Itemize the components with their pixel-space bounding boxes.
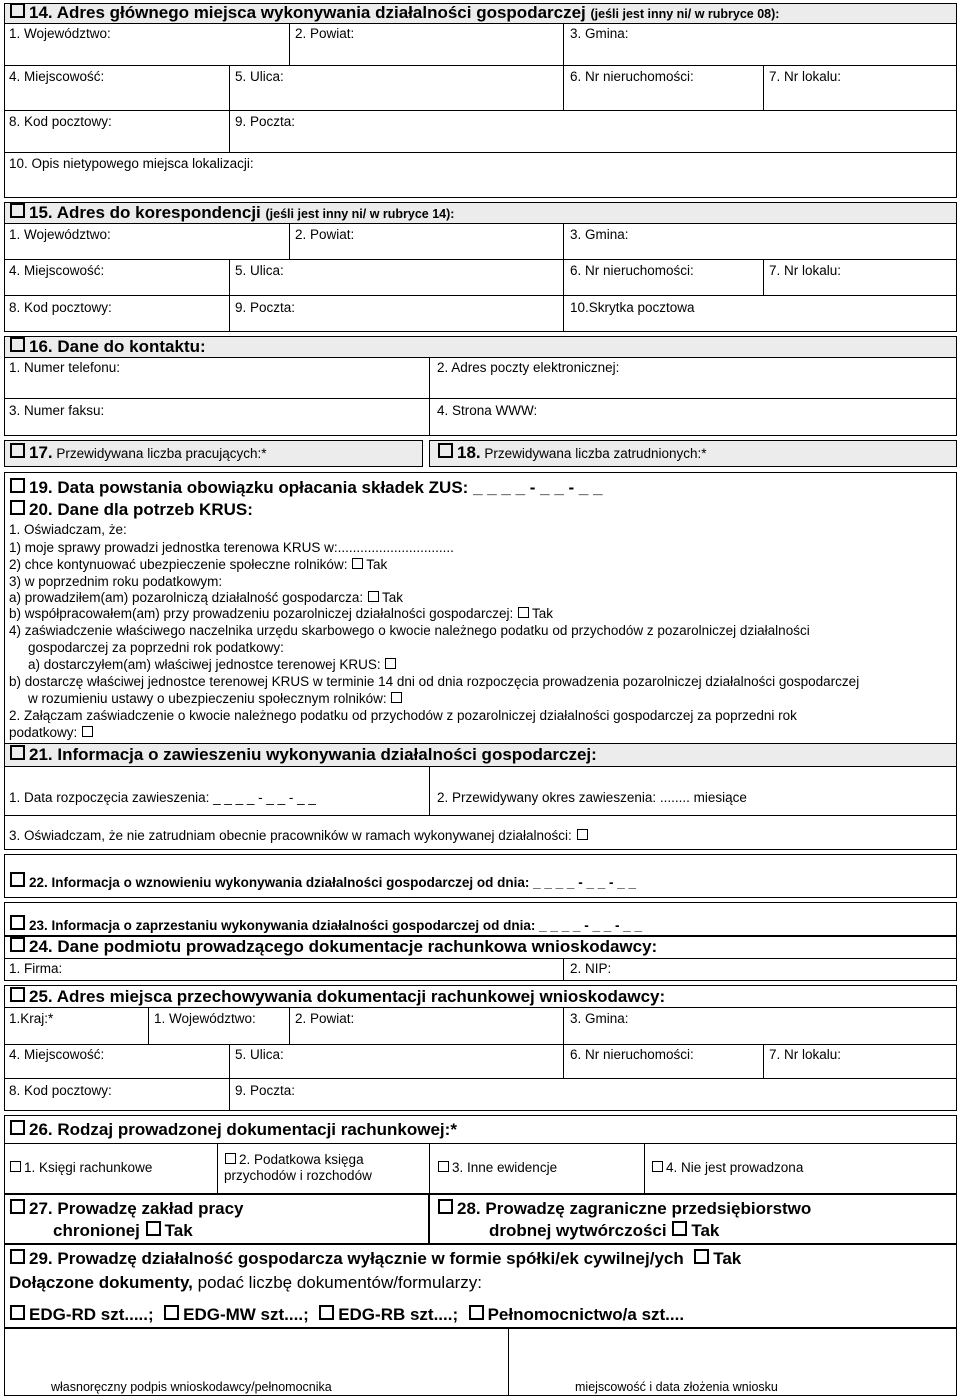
s20-kontynuacja-checkbox[interactable] (352, 558, 363, 569)
s20-line12: 2. Załączam zaświadczenie o kwocie należnego podatku od przychodów z pozarolniczej działalności gospodarczej za poprzedni rok (9, 708, 797, 723)
s25-powiat[interactable]: 2. Powiat: (295, 1011, 355, 1026)
s14-voiv[interactable]: 1. Województwo: (9, 26, 111, 41)
s14-ulica[interactable]: 5. Ulica: (235, 69, 284, 84)
s26-opt3[interactable]: 3. Inne ewidencje (437, 1160, 557, 1176)
doc-edg-mw-checkbox[interactable] (164, 1305, 179, 1320)
s14-powiat[interactable]: 2. Powiat: (295, 26, 355, 41)
docs-title: Dołączone dokumenty, podać liczbę dokumentów/formularzy: (9, 1273, 483, 1292)
s14-nrlok[interactable]: 7. Nr lokalu: (769, 69, 842, 84)
s27-tak-checkbox[interactable] (146, 1221, 161, 1236)
s19-date[interactable]: _ _ _ _ - _ _ - _ _ (473, 478, 603, 497)
s15-checkbox[interactable] (10, 203, 25, 218)
s26-opt3-checkbox[interactable] (438, 1161, 449, 1172)
s26-title: 26. Rodzaj prowadzonej dokumentacji rachunkowej:* (9, 1120, 457, 1140)
s20-line7: 4) zaświadczenie właściwego naczelnika urzędu skarbowego o kwocie należnego podatku od przychodów z pozarolniczej działalności (9, 623, 810, 638)
s14-poczta[interactable]: 9. Poczta: (235, 114, 296, 129)
s20-line10: b) dostarczę właściwej jednostce terenowej KRUS w terminie 14 dni od dnia rozpoczęcia prowadzenia pozarolniczej działalności gospodarczej (9, 674, 860, 689)
s15-gmina[interactable]: 3. Gmina: (570, 227, 629, 242)
s20-line1: 1. Oświadczam, że: (9, 522, 127, 537)
s20-wspolpraca-checkbox[interactable] (518, 607, 529, 618)
s20-line4: 3) w poprzednim roku podatkowym: (9, 574, 223, 589)
doc-edg-rb: EDG-RB szt....; (338, 1305, 459, 1324)
s29-tak-checkbox[interactable] (694, 1249, 709, 1264)
s25-poczta[interactable]: 9. Poczta: (235, 1083, 296, 1098)
s20-checkbox[interactable] (10, 500, 25, 515)
s28-checkbox[interactable] (438, 1199, 453, 1214)
s22-checkbox[interactable] (10, 872, 25, 887)
s20-dostarcze-checkbox[interactable] (391, 692, 402, 703)
s20-line11: w rozumieniu ustawy o ubezpieczeniu społecznym rolników: (28, 691, 405, 707)
s20-line13: podatkowy: (9, 725, 96, 741)
s23-checkbox[interactable] (10, 915, 25, 930)
s29-checkbox[interactable] (10, 1249, 25, 1264)
s15-voiv[interactable]: 1. Województwo: (9, 227, 111, 242)
s15-title: 15. Adres do korespondencji (jeśli jest inny ni/ w rubryce 14): (9, 203, 454, 223)
s14-gmina[interactable]: 3. Gmina: (570, 26, 629, 41)
s20-line6: b) współpracowałem(am) przy prowadzeniu pozarolniczej działalności gospodarczej: Tak (9, 606, 554, 621)
s22-title: 22. Informacja o wznowieniu wykonywania działalności gospodarczej od dnia: _ _ _ _ - _ _ - _ _ (9, 872, 636, 891)
s26-opt1[interactable]: 1. Księgi rachunkowe (9, 1160, 152, 1176)
s20-title: 20. Dane dla potrzeb KRUS: (9, 500, 253, 520)
doc-edg-rb-checkbox[interactable] (319, 1305, 334, 1320)
s23-date[interactable]: _ _ _ _ - _ _ - _ _ (539, 918, 642, 933)
s25-title: 25. Adres miejsca przechowywania dokumentacji rachunkowej wnioskodawcy: (9, 987, 665, 1007)
s21-start[interactable]: 1. Data rozpoczęcia zawieszenia: _ _ _ _ - _ _ - _ _ (9, 790, 316, 805)
s20-line3: 2) chce kontynuować ubezpieczenie społeczne rolników: Tak (9, 557, 388, 572)
s24-title: 24. Dane podmiotu prowadzącego dokumentacje rachunkowa wnioskodawcy: (9, 937, 657, 957)
s16-email[interactable]: 2. Adres poczty elektronicznej: (437, 360, 620, 375)
s15-ulica[interactable]: 5. Ulica: (235, 263, 284, 278)
s21-decl: 3. Oświadczam, że nie zatrudniam obecnie pracowników w ramach wykonywanej działalności: (9, 828, 591, 844)
s27-title: 27. Prowadzę zakład pracy (9, 1199, 244, 1219)
s14-title: 14. Adres głównego miejsca wykonywania działalności gospodarczej (jeśli jest inny ni/ w rubryce 08): (9, 3, 779, 23)
s28-tak-checkbox[interactable] (672, 1221, 687, 1236)
s21-title: 21. Informacja o zawieszeniu wykonywania działalności gospodarczej: (9, 745, 597, 765)
s25-voiv[interactable]: 1. Województwo: (154, 1011, 256, 1026)
s15-poczta[interactable]: 9. Poczta: (235, 300, 296, 315)
s28-title: 28. Prowadzę zagraniczne przedsiębiorstwo (437, 1199, 811, 1219)
s20-line8: gospodarczej za poprzedni rok podatkowy: (28, 640, 284, 655)
s14-nrnier[interactable]: 6. Nr nieruchomości: (570, 69, 694, 84)
s20-line9: a) dostarczyłem(am) właściwej jednostce terenowej KRUS: (28, 657, 399, 673)
s24-firma[interactable]: 1. Firma: (9, 961, 63, 976)
s25-nrnier[interactable]: 6. Nr nieruchomości: (570, 1047, 694, 1062)
s15-powiat[interactable]: 2. Powiat: (295, 227, 355, 242)
s29-title: 29. Prowadzę działalność gospodarcza wyłącznie w formie spółki/ek cywilnej/ych Tak (9, 1249, 741, 1269)
s26-opt4-checkbox[interactable] (652, 1161, 663, 1172)
s26-checkbox[interactable] (10, 1120, 25, 1135)
doc-edg-rd: EDG-RD szt.....; (29, 1305, 154, 1324)
s26-opt2-checkbox[interactable] (225, 1153, 236, 1164)
s20-dostarczylem-checkbox[interactable] (385, 658, 396, 669)
s15-skrytka[interactable]: 10.Skrytka pocztowa (570, 300, 695, 315)
s21-checkbox[interactable] (10, 745, 25, 760)
s21-decl-checkbox[interactable] (577, 829, 588, 840)
s16-checkbox[interactable] (10, 337, 25, 352)
s25-kraj[interactable]: 1.Kraj:* (9, 1011, 54, 1026)
s20-prowadzilem-checkbox[interactable] (368, 591, 379, 602)
s15-miejsc[interactable]: 4. Miejscowość: (9, 263, 105, 278)
s16-title: 16. Dane do kontaktu: (9, 337, 206, 357)
s24-nip[interactable]: 2. NIP: (570, 961, 612, 976)
s18-label: 18. Przewidywana liczba zatrudnionych:* (437, 443, 707, 463)
s25-ulica[interactable]: 5. Ulica: (235, 1047, 284, 1062)
s25-gmina[interactable]: 3. Gmina: (570, 1011, 629, 1026)
s25-nrlok[interactable]: 7. Nr lokalu: (769, 1047, 842, 1062)
s16-www[interactable]: 4. Strona WWW: (437, 403, 538, 418)
s15-nrlok[interactable]: 7. Nr lokalu: (769, 263, 842, 278)
s25-checkbox[interactable] (10, 987, 25, 1002)
s20-line5: a) prowadziłem(am) pozarolniczą działalność gospodarcza: Tak (9, 590, 403, 605)
s17-label: 17. Przewidywana liczba pracujących:* (9, 443, 267, 463)
s20-line2: 1) moje sprawy prowadzi jednostka terenowa KRUS w:............................... (9, 540, 454, 555)
s23-title: 23. Informacja o zaprzestaniu wykonywania działalności gospodarczej od dnia: _ _ _ _ - _ _ - _ _ (9, 915, 642, 934)
docs-list (9, 1305, 684, 1325)
s24-checkbox[interactable] (10, 937, 25, 952)
s25-kod[interactable]: 8. Kod pocztowy: (9, 1083, 112, 1098)
s14-checkbox[interactable] (10, 3, 25, 18)
s19-checkbox[interactable] (10, 478, 25, 493)
s20-zalaczam-checkbox[interactable] (82, 726, 93, 737)
s19-title: 19. Data powstania obowiązku opłacania składek ZUS: _ _ _ _ - _ _ - _ _ (9, 478, 603, 498)
s14-kod[interactable]: 8. Kod pocztowy: (9, 114, 112, 129)
s21-period[interactable]: 2. Przewidywany okres zawieszenia: ........ miesiące (437, 790, 747, 805)
doc-edg-mw: EDG-MW szt....; (183, 1305, 309, 1324)
s16-fax[interactable]: 3. Numer faksu: (9, 403, 105, 418)
s28-line2: drobnej wytwórczości Tak (489, 1221, 720, 1240)
doc-pelnomocnictwo: Pełnomocnictwo/a szt.... (487, 1305, 685, 1324)
doc-edg-rd-checkbox[interactable] (10, 1305, 25, 1320)
s22-date[interactable]: _ _ _ _ - _ _ - _ _ (533, 875, 636, 890)
s18-checkbox[interactable] (438, 443, 453, 458)
s17-checkbox[interactable] (10, 443, 25, 458)
s27-checkbox[interactable] (10, 1199, 25, 1214)
s15-kod[interactable]: 8. Kod pocztowy: (9, 300, 112, 315)
s27-line2: chronionej Tak (53, 1221, 193, 1240)
s26-opt4[interactable]: 4. Nie jest prowadzona (651, 1160, 803, 1176)
signature-left[interactable]: własnoręczny podpis wnioskodawcy/pełnomocnika (51, 1380, 332, 1394)
s25-miejsc[interactable]: 4. Miejscowość: (9, 1047, 105, 1062)
s14-opis[interactable]: 10. Opis nietypowego miejsca lokalizacji: (9, 156, 254, 171)
s26-opt2[interactable]: 2. Podatkowa księga przychodów i rozchodów (224, 1152, 372, 1184)
s26-opt1-checkbox[interactable] (10, 1161, 21, 1172)
s15-nrnier[interactable]: 6. Nr nieruchomości: (570, 263, 694, 278)
doc-pelnomocnictwo-checkbox[interactable] (469, 1305, 484, 1320)
s16-tel[interactable]: 1. Numer telefonu: (9, 360, 121, 375)
s14-miejsc[interactable]: 4. Miejscowość: (9, 69, 105, 84)
signature-right[interactable]: miejscowość i data złożenia wniosku (575, 1380, 778, 1394)
